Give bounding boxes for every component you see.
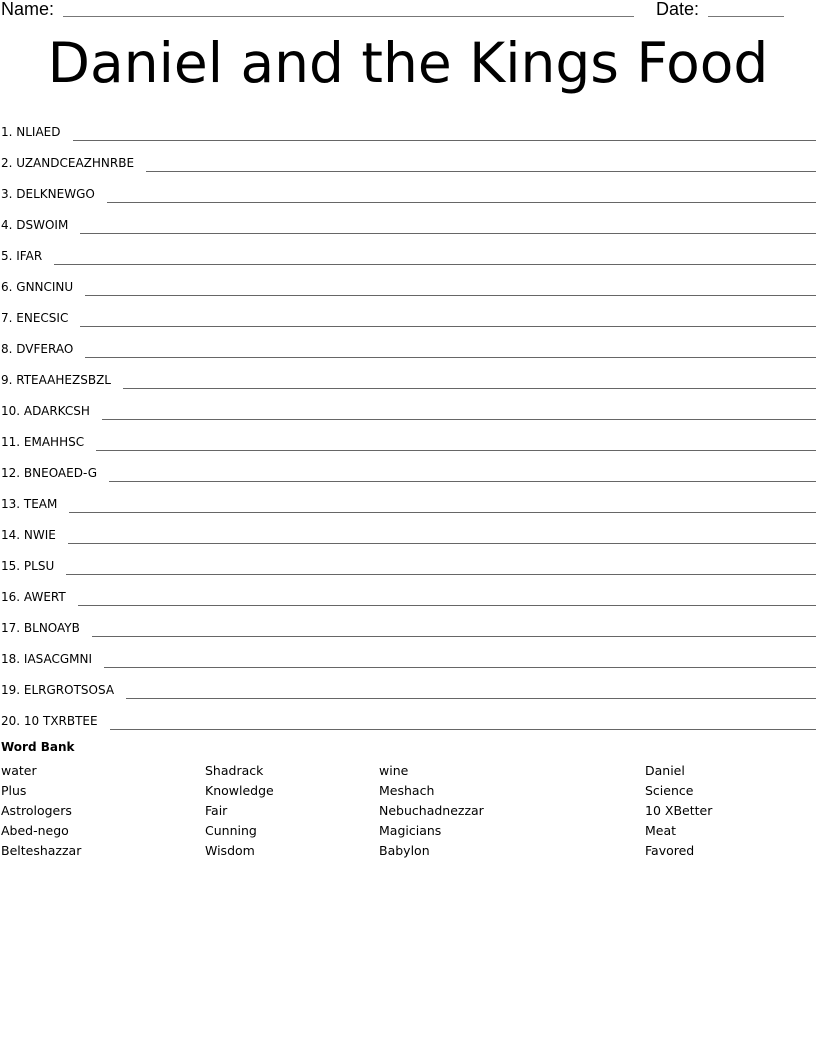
word-bank-item: Daniel bbox=[645, 763, 685, 778]
word-bank-item: Magicians bbox=[379, 823, 442, 838]
answer-line[interactable] bbox=[73, 140, 816, 141]
question-label: 16. AWERT bbox=[1, 590, 66, 604]
question-label: 8. DVFERAO bbox=[1, 342, 74, 356]
question-row bbox=[0, 453, 816, 484]
question-row bbox=[0, 298, 816, 329]
question-row bbox=[0, 639, 816, 670]
question-label: 7. ENECSIC bbox=[1, 311, 69, 325]
answer-line[interactable] bbox=[54, 264, 816, 265]
answer-line[interactable] bbox=[96, 450, 816, 451]
answer-line[interactable] bbox=[80, 233, 816, 234]
question-label: 6. GNNCINU bbox=[1, 280, 74, 294]
word-bank-item: Knowledge bbox=[205, 783, 274, 798]
word-bank-column bbox=[379, 761, 484, 861]
question-row bbox=[0, 422, 816, 453]
question-row bbox=[0, 391, 816, 422]
word-bank-title: Word Bank bbox=[1, 740, 75, 754]
question-label: 9. RTEAAHEZSBZL bbox=[1, 373, 111, 387]
word-bank-item: Fair bbox=[205, 803, 228, 818]
question-label: 10. ADARKCSH bbox=[1, 404, 90, 418]
answer-line[interactable] bbox=[146, 171, 816, 172]
word-bank-item: Meshach bbox=[379, 783, 435, 798]
word-bank-item: Wisdom bbox=[205, 843, 255, 858]
date-label: Date: bbox=[656, 0, 700, 19]
question-label: 2. UZANDCEAZHNRBE bbox=[1, 156, 135, 170]
question-row bbox=[0, 670, 816, 701]
question-label: 19. ELRGROTSOSA bbox=[1, 683, 115, 697]
word-bank-item: wine bbox=[379, 763, 409, 778]
date-field[interactable] bbox=[708, 16, 784, 17]
answer-line[interactable] bbox=[92, 636, 816, 637]
question-row bbox=[0, 701, 816, 732]
answer-line[interactable] bbox=[102, 419, 816, 420]
question-label: 20. 10 TXRBTEE bbox=[1, 714, 98, 728]
question-label: 11. EMAHHSC bbox=[1, 435, 85, 449]
question-row bbox=[0, 515, 816, 546]
name-label: Name: bbox=[1, 0, 55, 19]
answer-line[interactable] bbox=[104, 667, 816, 668]
answer-line[interactable] bbox=[85, 295, 816, 296]
question-row bbox=[0, 484, 816, 515]
word-bank-column bbox=[205, 761, 274, 861]
question-row bbox=[0, 329, 816, 360]
question-label: 3. DELKNEWGO bbox=[1, 187, 95, 201]
word-bank-item: Favored bbox=[645, 843, 695, 858]
question-label: 4. DSWOIM bbox=[1, 218, 69, 232]
word-bank-item: Shadrack bbox=[205, 763, 264, 778]
question-row bbox=[0, 360, 816, 391]
header-row bbox=[0, 0, 816, 22]
question-row bbox=[0, 112, 816, 143]
question-label: 15. PLSU bbox=[1, 559, 55, 573]
question-row bbox=[0, 546, 816, 577]
word-bank-item: Belteshazzar bbox=[1, 843, 82, 858]
word-bank-item: Plus bbox=[1, 783, 27, 798]
question-row bbox=[0, 267, 816, 298]
question-label: 18. IASACGMNI bbox=[1, 652, 93, 666]
question-row bbox=[0, 608, 816, 639]
answer-line[interactable] bbox=[85, 357, 816, 358]
answer-line[interactable] bbox=[110, 729, 816, 730]
answer-line[interactable] bbox=[68, 543, 816, 544]
answer-line[interactable] bbox=[69, 512, 816, 513]
question-label: 14. NWIE bbox=[1, 528, 56, 542]
word-bank-item: 10 XBetter bbox=[645, 803, 713, 818]
word-bank-item: Cunning bbox=[205, 823, 257, 838]
word-bank-item: Science bbox=[645, 783, 694, 798]
page-title: Daniel and the Kings Food bbox=[47, 31, 769, 95]
word-bank-column bbox=[645, 761, 712, 861]
word-bank-item: Astrologers bbox=[1, 803, 72, 818]
answer-line[interactable] bbox=[66, 574, 816, 575]
word-bank-item: water bbox=[1, 763, 37, 778]
answer-line[interactable] bbox=[126, 698, 816, 699]
answer-line[interactable] bbox=[80, 326, 816, 327]
question-label: 12. BNEOAED-G bbox=[1, 466, 98, 480]
word-bank-item: Meat bbox=[645, 823, 677, 838]
word-bank-item: Nebuchadnezzar bbox=[379, 803, 484, 818]
question-row bbox=[0, 174, 816, 205]
name-field[interactable] bbox=[63, 16, 634, 17]
answer-line[interactable] bbox=[109, 481, 816, 482]
question-row bbox=[0, 236, 816, 267]
word-bank-column bbox=[1, 761, 81, 861]
question-row bbox=[0, 205, 816, 236]
word-bank-item: Abed-nego bbox=[1, 823, 69, 838]
question-label: 13. TEAM bbox=[1, 497, 58, 511]
answer-line[interactable] bbox=[123, 388, 816, 389]
question-list bbox=[0, 112, 816, 732]
question-row bbox=[0, 577, 816, 608]
question-label: 1. NLIAED bbox=[1, 125, 61, 139]
question-label: 17. BLNOAYB bbox=[1, 621, 80, 635]
word-bank bbox=[0, 740, 816, 858]
question-row bbox=[0, 143, 816, 174]
word-bank-item: Babylon bbox=[379, 843, 430, 858]
question-label: 5. IFAR bbox=[1, 249, 43, 263]
answer-line[interactable] bbox=[107, 202, 816, 203]
answer-line[interactable] bbox=[78, 605, 816, 606]
